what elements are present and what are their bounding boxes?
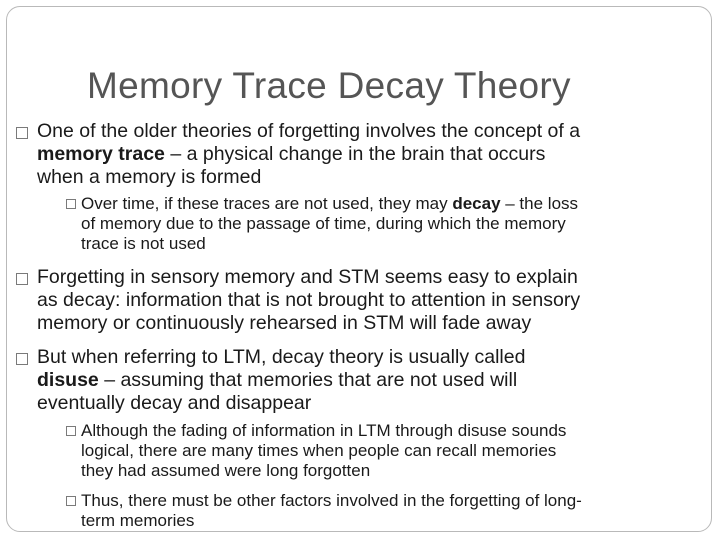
bullet-line: Forgetting in sensory memory and STM seems easy to explain [37, 266, 578, 288]
bullet-text [81, 194, 578, 255]
bullet-line: But when referring to LTM, decay theory is usually called [37, 346, 526, 368]
bullet-line: of memory due to the passage of time, during which the memory [81, 214, 566, 234]
bullet-line: memory trace – a physical change in the brain that occurs [37, 143, 546, 166]
sub-bullet-marker-icon [66, 426, 76, 436]
bullet-text [37, 266, 580, 336]
bullet-line: when a memory is formed [37, 166, 262, 189]
bullet-text [37, 120, 580, 190]
bullet-line: One of the older theories of forgetting involves the concept of a [37, 120, 581, 142]
bullet-marker-icon [16, 273, 28, 285]
bullet-marker-icon [16, 127, 28, 139]
bullet-text [81, 491, 582, 531]
bullet-line: trace is not used [81, 234, 206, 254]
bullet-line: Over time, if these traces are not used, they may decay – the loss [81, 194, 579, 213]
bullet-text [37, 346, 525, 416]
bold-term: decay [452, 194, 501, 213]
slide-title: Memory Trace Decay Theory [87, 65, 571, 106]
bullet-line: term memories [81, 511, 195, 531]
bullet-line: Although the fading of information in LTM through disuse sounds [81, 421, 567, 440]
sub-bullet-marker-icon [66, 199, 76, 209]
bullet-marker-icon [16, 353, 28, 365]
bullet-text [81, 421, 566, 482]
bold-term: memory trace [37, 143, 165, 166]
bullet-line: eventually decay and disappear [37, 392, 312, 415]
bullet-line: as decay: information that is not brought to attention in sensory [37, 289, 581, 312]
bullet-line: memory or continuously rehearsed in STM will fade away [37, 312, 532, 335]
bullet-line: they had assumed were long forgotten [81, 461, 371, 481]
bullet-line: Thus, there must be other factors involved in the forgetting of long- [81, 491, 582, 510]
sub-bullet-marker-icon [66, 496, 76, 506]
slide-frame [6, 6, 712, 532]
bold-term: disuse [37, 369, 99, 392]
bullet-line: logical, there are many times when people can recall memories [81, 441, 557, 461]
bullet-line: disuse – assuming that memories that are not used will [37, 369, 518, 392]
